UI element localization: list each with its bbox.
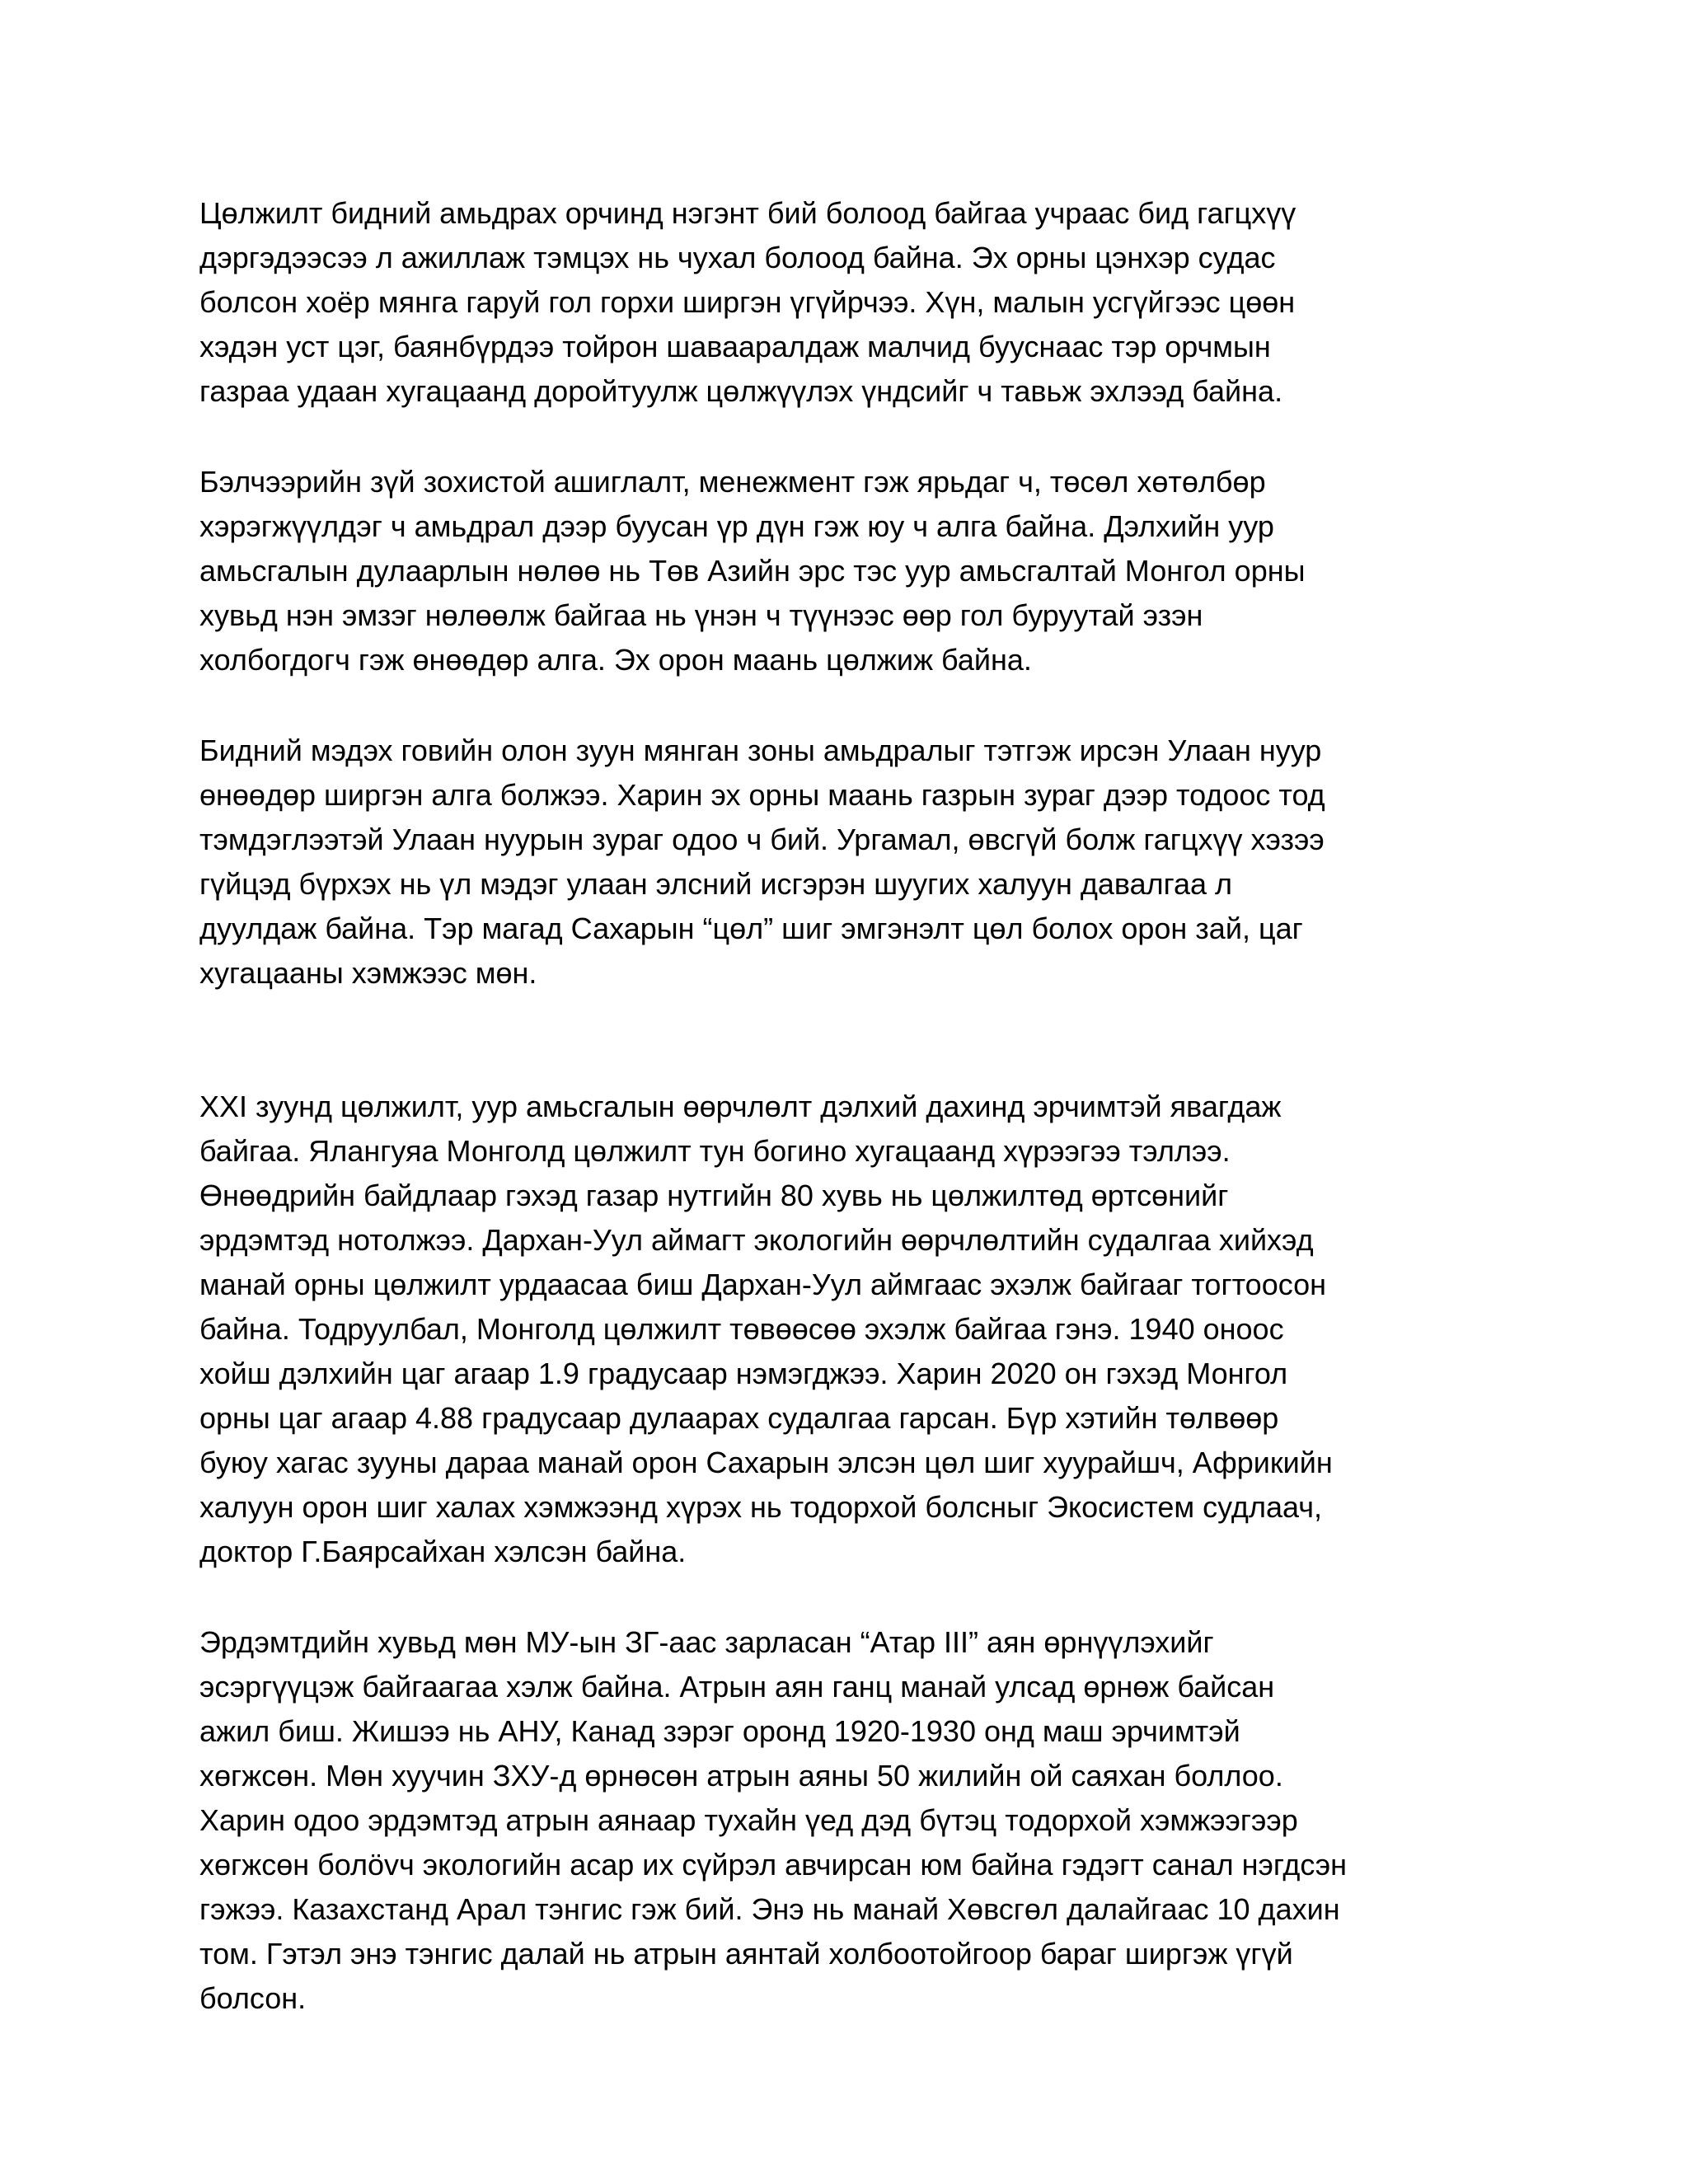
text-line: тэмдэглээтэй Улаан нуурын зураг одоо ч бий. Ургамал, өвсгүй болж гагцхүү хэзээ: [199, 823, 1325, 856]
text-line: хувьд нэн эмзэг нөлөөлж байгаа нь үнэн ч түүнээс өөр гол буруутай эзэн: [199, 598, 1203, 632]
text-line: Өнөөдрийн байдлаар гэхэд газар нутгийн 80 хувь нь цөлжилтөд өртсөнийг: [199, 1179, 1229, 1212]
text-line: манай орны цөлжилт урдаасаа биш Дархан-Уул аймгаас эхэлж байгааг тогтоосон: [199, 1268, 1327, 1301]
text-line: амьсгалын дулаарлын нөлөө нь Төв Азийн эрс тэс уур амьсгалтай Монгол орны: [199, 554, 1306, 588]
paragraph-2: [199, 460, 1502, 682]
paragraph-5: [199, 1620, 1502, 2021]
text-line: байгаа. Ялангуяа Монголд цөлжилт тун богино хугацаанд хүрээгээ тэллээ.: [199, 1134, 1231, 1168]
paragraph-4: [199, 1085, 1502, 1574]
text-line: хөгжсөн. Мөн хуучин ЗХУ-д өрнөсөн атрын аяны 50 жилийн ой саяхан боллоо.: [199, 1759, 1283, 1793]
paragraph-1: [199, 191, 1502, 414]
text-line: эсэргүүцэж байгаагаа хэлж байна. Атрын аян ганц манай улсад өрнөж байсан: [199, 1670, 1275, 1704]
text-line: XXI зуунд цөлжилт, уур амьсгалын өөрчлөлт дэлхий дахинд эрчимтэй явагдаж: [199, 1090, 1282, 1123]
text-line: дэргэдээсээ л ажиллаж тэмцэх нь чухал болоод байна. Эх орны цэнхэр судас: [199, 241, 1276, 274]
paragraph-gap: [199, 414, 1502, 460]
text-line: дуулдаж байна. Тэр магад Сахарын “цөл” шиг эмгэнэлт цөл болох орон зай, цаг: [199, 912, 1303, 945]
text-line: хугацааны хэмжээс мөн.: [199, 956, 537, 990]
text-line: буюу хагас зууны дараа манай орон Сахарын элсэн цөл шиг хуурайшч, Африкийн: [199, 1446, 1333, 1479]
text-line: халуун орон шиг халах хэмжээнд хүрэх нь тодорхой болсныг Экосистем судлаач,: [199, 1490, 1322, 1524]
text-line: холбогдогч гэж өнөөдөр алга. Эх орон маань цөлжиж байна.: [199, 643, 1032, 677]
text-line: эрдэмтэд нотолжээ. Дархан-Уул аймагт экологийн өөрчлөлтийн судалгаа хийхэд: [199, 1223, 1314, 1257]
text-line: газраа удаан хугацаанд доройтуулж цөлжүүлэх үндсийг ч тавьж эхлээд байна.: [199, 374, 1283, 408]
text-line: гэжээ. Казахстанд Арал тэнгис гэж бий. Энэ нь манай Хөвсгөл далайгаас 10 дахин: [199, 1892, 1340, 1926]
article-body: [199, 191, 1502, 2021]
text-line: ажил биш. Жишээ нь АНУ, Канад зэрэг оронд 1920-1930 онд маш эрчимтэй: [199, 1714, 1240, 1748]
paragraph-3: [199, 729, 1502, 996]
text-line: Цөлжилт бидний амьдрах орчинд нэгэнт бий болоод байгаа учраас бид гагцхүү: [199, 196, 1296, 230]
text-line: байна. Тодруулбал, Монголд цөлжилт төвөөсөө эхэлж байгаа гэнэ. 1940 оноос: [199, 1312, 1284, 1346]
text-line: доктор Г.Баярсайхан хэлсэн байна.: [199, 1535, 687, 1568]
text-line: Харин одоо эрдэмтэд атрын аянаар тухайн үед дэд бүтэц тодорхой хэмжээгээр: [199, 1803, 1298, 1837]
text-line: Бидний мэдэх говийн олон зуун мянган зоны амьдралыг тэтгэж ирсэн Улаан нуур: [199, 733, 1322, 767]
text-line: Эрдэмтдийн хувьд мөн МУ-ын ЗГ-аас зарласан “Атар III” аян өрнүүлэхийг: [199, 1625, 1214, 1659]
text-line: Бэлчээрийн зүй зохистой ашиглалт, менежмент гэж ярьдаг ч, төсөл хөтөлбөр: [199, 465, 1266, 499]
text-line: гүйцэд бүрхэх нь үл мэдэг улаан элсний исгэрэн шуугих халуун давалгаа л: [199, 867, 1233, 901]
text-line: хөгжсөн болövч экологийн асар их сүйрэл авчирсан юм байна гэдэгт санал нэгдсэн: [199, 1848, 1348, 1882]
paragraph-gap: [199, 682, 1502, 729]
text-line: өнөөдөр ширгэн алга болжээ. Харин эх орны маань газрын зураг дээр тодоос тод: [199, 778, 1325, 812]
paragraph-gap: [199, 1574, 1502, 1620]
text-line: болсон.: [199, 1981, 307, 2015]
text-line: болсон хоёр мянга гаруй гол горхи ширгэн үгүйрчээ. Хүн, малын усгүйгээс цөөн: [199, 285, 1296, 319]
text-line: хэдэн уст цэг, баянбүрдээ тойрон шавааралдаж малчид бууснаас тэр орчмын: [199, 330, 1271, 363]
text-line: том. Гэтэл энэ тэнгис далай нь атрын аянтай холбоотойгоор бараг ширгэж үгүй: [199, 1937, 1293, 1971]
text-line: орны цаг агаар 4.88 градусаар дулаарах судалгаа гарсан. Бүр хэтийн төлвөөр: [199, 1401, 1279, 1435]
paragraph-gap: [199, 996, 1502, 1085]
text-line: хойш дэлхийн цаг агаар 1.9 градусаар нэмэгджээ. Харин 2020 он гэхэд Монгол: [199, 1357, 1288, 1390]
text-line: хэрэгжүүлдэг ч амьдрал дээр буусан үр дүн гэж юу ч алга байна. Дэлхийн уур: [199, 509, 1274, 543]
